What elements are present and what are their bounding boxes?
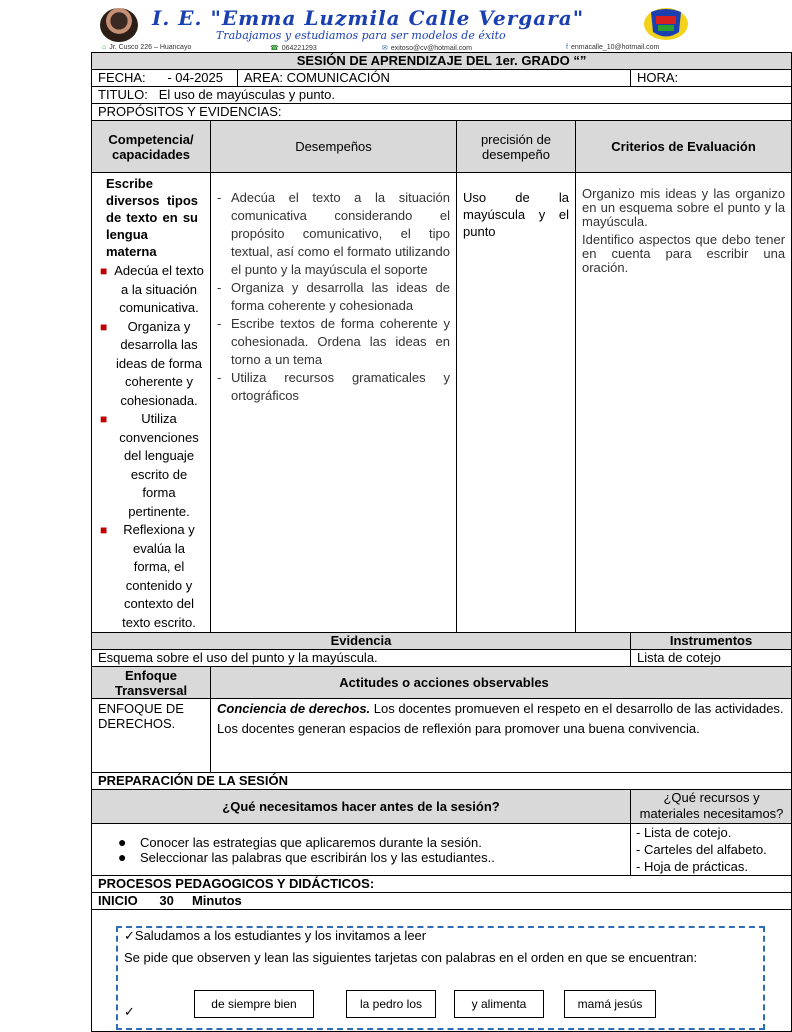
activity-line-1: ✓Saludamos a los estudiantes y los invitamos a leer [124,928,427,943]
propositos-heading: PROPÓSITOS Y EVIDENCIAS: [92,104,792,121]
activity-line-2: Se pide que observen y lean las siguientes tarjetas con palabras en el orden en que se encuentran: [124,950,698,965]
word-card: la pedro los [346,990,436,1018]
criterio-2: Identifico aspectos que debo tener en cuenta para escribir una oración. [582,232,786,275]
criterio-1: Organizo mis ideas y las organizo en un esquema sobre el punto y la mayúscula. [582,186,786,229]
square-bullet-icon: ■ [100,319,108,334]
bullet-icon: ● [118,848,127,865]
enfoque-header: Enfoque Transversal [92,667,211,699]
preparacion-header: PREPARACIÓN DE LA SESIÓN [92,773,792,790]
bullet-icon: ● [118,833,127,850]
desempenos-cell [211,173,457,633]
square-bullet-icon: ■ [100,523,108,537]
word-card: mamá jesús [564,990,656,1018]
desempeno-item: - Organiza y desarrolla las ideas de forma coherente y cohesionada [217,280,450,313]
capacidad-item: ■ Utiliza convenciones del lenguaje escrito de forma pertinente. [100,411,199,519]
session-title: SESIÓN DE APRENDIZAJE DEL 1er. GRADO “” [92,53,792,70]
phone-icon: ☎ [270,45,279,52]
desempeno-item: - Escribe textos de forma coherente y cohesionada. Ordena las ideas en torno a un tema [217,316,450,367]
recurso-item: - Hoja de prácticas. [636,859,748,874]
word-card: de siempre bien [194,990,314,1018]
school-crest-icon [642,6,690,42]
actitudes-cell [211,699,792,773]
recurso-item: - Lista de cotejo. [636,825,732,840]
antes-header: ¿Qué necesitamos hacer antes de la sesión? [92,790,631,824]
desempeno-item: - Utiliza recursos gramaticales y ortográficos [217,370,450,403]
titulo-cell: TITULO: El uso de mayúsculas y punto. [92,87,792,104]
activity-box [116,926,765,1030]
home-icon: ⌂ [102,44,107,51]
recursos-cell [631,824,792,876]
phone-item: ☎ 064221293 [270,45,317,52]
capacidad-item: ■ Organiza y desarrolla las ideas de forma coherente y cohesionada. [100,318,202,408]
recursos-header: ¿Qué recursos y materiales necesitamos? [631,790,792,824]
actitud-1: Conciencia de derechos. Los docentes promueven el respeto en el desarrollo de las actividades. [217,701,784,716]
activity-box-wrap [92,910,791,1028]
procesos-header: PROCESOS PEDAGOGICOS Y DIDÁCTICOS: [92,876,792,893]
inicio-row: INICIO 30 Minutos [92,893,792,910]
desempeno-item: - Adecúa el texto a la situación comunicativa considerando el propósito comunicativo, el tipo textual, así como el formato utilizando el punto y la mayúscula el soporte [217,190,450,277]
hora-cell: HORA: [631,70,792,87]
square-bullet-icon: ■ [100,264,108,278]
capacidad-item: ■ Reflexiona y evalúa la forma, el contenido y contexto del texto escrito. [100,522,196,630]
enfoque-name: ENFOQUE DE DERECHOS. [92,699,211,773]
acciones-cell [92,824,631,876]
inicio-content-cell [92,910,792,1032]
actitud-2: Los docentes generan espacios de reflexión para promover una buena convivencia. [217,721,700,736]
session-table [91,52,792,1032]
evidencia-header: Evidencia [92,633,631,650]
actitudes-header: Actitudes o acciones observables [211,667,792,699]
address-item: ⌂ Jr. Cusco 226 – Huancayo [102,44,192,51]
competencia-header: Competencia/ capacidades [92,121,211,173]
school-motto: Trabajamos y estudiamos para ser modelos de éxito [216,29,506,42]
check-icon: ✓ [124,928,135,943]
desempenos-header: Desempeños [211,121,457,173]
competencia-cell [92,173,211,633]
square-bullet-icon: ■ [100,412,108,426]
precision-cell: Uso de la mayúscula y el punto [457,173,576,633]
criterios-cell [576,173,792,633]
instrumentos-header: Instrumentos [631,633,792,650]
area-cell: AREA: COMUNICACIÓN [238,70,631,87]
accion-item: ● Seleccionar las palabras que escribirán los y las estudiantes.. [118,848,495,865]
accion-item: ● Conocer las estrategias que aplicaremos durante la sesión. [118,833,482,850]
evidencia-value: Esquema sobre el uso del punto y la mayúscula. [92,650,631,667]
teacher-photo [100,8,138,42]
mail-icon: ✉ [382,45,388,52]
precision-header: precisión de desempeño [457,121,576,173]
school-header [96,4,768,52]
capacidad-item: ■ Adecúa el texto a la situación comunicativa. [100,263,204,315]
fecha-cell: FECHA: - 04-2025 [92,70,238,87]
email-item: ✉ exitoso@cv@hotmail.com [382,45,473,52]
facebook-item: f enmacalle_10@hotmail.com [566,44,660,51]
criterios-header: Criterios de Evaluación [576,121,792,173]
check-mark-icon: ✓ [124,1004,135,1019]
competencia-title: Escribe diversos tipos de texto en su lengua materna [106,176,198,259]
school-name: I. E. "Emma Luzmila Calle Vergara" [152,6,585,30]
recurso-item: - Carteles del alfabeto. [636,842,767,857]
word-card: y alimenta [454,990,544,1018]
facebook-icon: f [566,44,568,51]
instrumento-value: Lista de cotejo [631,650,792,667]
